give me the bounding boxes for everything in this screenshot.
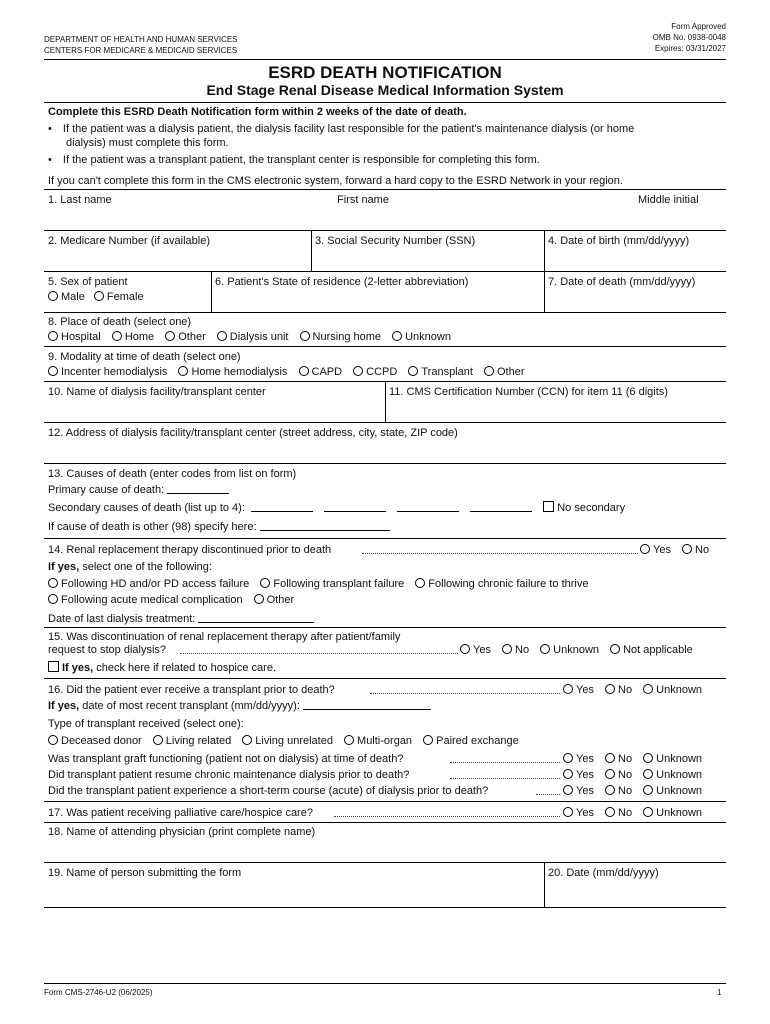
instructions-lead: Complete this ESRD Death Notification form within 2 weeks of the date of death. [48,106,467,118]
divider-v [544,862,545,907]
field-last-name: 1. Last name [48,194,112,206]
radio-yes[interactable]: Yes [640,544,671,556]
sex-options [48,290,144,304]
radio-access-failure[interactable]: Following HD and/or PD access failure [48,578,249,590]
q14-options [640,543,709,557]
radio-male[interactable]: Male [48,291,85,303]
field-dod: 7. Date of death (mm/dd/yyyy) [548,276,696,288]
leader-dots [450,778,560,779]
radio-ccpd[interactable]: CCPD [353,366,397,378]
q15-options [460,643,693,657]
bullet-1-cont: dialysis) must complete this form. [66,137,229,149]
q14-reasons-row1 [48,577,588,591]
radio-capd[interactable]: CAPD [299,366,343,378]
radio-living-unrelated[interactable]: Living unrelated [242,735,333,747]
expires: Expires: 03/31/2027 [654,44,726,53]
q15-label-b: request to stop dialysis? [48,644,167,656]
page-number: 1 [717,988,722,997]
no-secondary-checkbox[interactable]: No secondary [543,502,625,514]
q16-resume-options [563,768,702,782]
q16-label: 16. Did the patient ever receive a transplant prior to death? [48,684,335,696]
field-middle-initial: Middle initial [638,194,699,206]
radio-yes[interactable]: Yes [460,644,491,656]
radio-unknown[interactable]: Unknown [643,753,702,765]
q13-label: 13. Causes of death (enter codes from list on form) [48,468,297,480]
radio-no[interactable]: No [605,807,632,819]
field-ssn: 3. Social Security Number (SSN) [315,235,476,247]
divider [44,189,726,190]
q17-label: 17. Was patient receiving palliative care/hospice care? [48,807,313,819]
q12-label: 12. Address of dialysis facility/transplant center (street address, city, state, ZIP code) [48,427,458,439]
q17-options [563,806,702,820]
divider [44,801,726,802]
radio-not-applicable[interactable]: Not applicable [610,644,693,656]
divider-v [311,230,312,271]
leader-dots [180,653,458,654]
secondary-cause-1-input[interactable] [251,501,313,512]
divider [44,907,726,908]
radio-unknown[interactable]: Unknown [540,644,599,656]
q19-label: 19. Name of person submitting the form [48,867,242,879]
radio-failure-to-thrive[interactable]: Following chronic failure to thrive [415,578,588,590]
transplant-date-input[interactable] [303,699,431,710]
divider-v [211,271,212,312]
q16-types [48,734,519,748]
q16-graft-options [563,752,702,766]
radio-no[interactable]: No [605,785,632,797]
radio-multi-organ[interactable]: Multi-organ [344,735,412,747]
bullet-2: • If the patient was a transplant patient, the transplant center is responsible for completing this form. [48,154,540,166]
radio-yes[interactable]: Yes [563,785,594,797]
divider [44,538,726,539]
leader-dots [536,794,560,795]
radio-unknown[interactable]: Unknown [643,769,702,781]
radio-unknown[interactable]: Unknown [643,785,702,797]
radio-living-related[interactable]: Living related [153,735,231,747]
q16-resume: Did transplant patient resume chronic maintenance dialysis prior to death? [48,769,410,781]
radio-no[interactable]: No [682,544,709,556]
q18-label: 18. Name of attending physician (print complete name) [48,826,316,838]
page-title: ESRD DEATH NOTIFICATION [268,63,502,82]
divider-v [385,381,386,422]
q13-primary: Primary cause of death: [48,483,229,497]
q14-if-yes: If yes, select one of the following: [48,561,212,573]
divider [44,463,726,464]
radio-other[interactable]: Other [165,331,206,343]
q8-options [48,330,459,344]
divider [44,312,726,313]
radio-yes[interactable]: Yes [563,769,594,781]
q15-label-a: 15. Was discontinuation of renal replacement therapy after patient/family [48,631,401,643]
radio-female[interactable]: Female [94,291,144,303]
secondary-cause-3-input[interactable] [397,501,459,512]
radio-no[interactable]: No [605,684,632,696]
q13-secondary: Secondary causes of death (list up to 4): No secondary [48,502,626,514]
q16-short: Did the transplant patient experience a short-term course (acute) of dialysis prior to death? [48,785,489,797]
divider [44,627,726,628]
divider [44,678,726,679]
q14-reasons-row2 [48,593,294,607]
centers-name: CENTERS FOR MEDICARE & MEDICAID SERVICES [44,46,238,55]
radio-yes[interactable]: Yes [563,807,594,819]
leader-dots [370,693,560,694]
q11-label: 11. CMS Certification Number (CCN) for item 11 (6 digits) [389,386,668,398]
q20-label: 20. Date (mm/dd/yyyy) [548,867,659,879]
radio-transplant-failure[interactable]: Following transplant failure [260,578,404,590]
instructions-note: If you can't complete this form in the CMS electronic system, forward a hard copy to the ESRD Network in your region. [48,175,623,187]
field-state: 6. Patient's State of residence (2-letter abbreviation) [215,276,469,288]
radio-transplant[interactable]: Transplant [408,366,473,378]
q9-options [48,365,533,379]
divider [44,102,726,103]
radio-no[interactable]: No [605,769,632,781]
radio-hospital[interactable]: Hospital [48,331,101,343]
radio-incenter-hd[interactable]: Incenter hemodialysis [48,366,167,378]
leader-dots [450,762,560,763]
radio-unknown[interactable]: Unknown [643,807,702,819]
primary-cause-input[interactable] [167,483,229,494]
divider [44,862,726,863]
omb-block [653,21,726,54]
field-dob: 4. Date of birth (mm/dd/yyyy) [548,235,690,247]
agency-header [44,34,238,56]
radio-home-hd[interactable]: Home hemodialysis [178,366,287,378]
q14-last-tx: Date of last dialysis treatment: [48,612,314,626]
divider [44,230,726,231]
radio-nursing-home[interactable]: Nursing home [300,331,381,343]
q16-date: If yes, date of most recent transplant (mm/dd/yyyy): [48,699,431,713]
leader-dots [362,553,638,554]
radio-yes[interactable]: Yes [563,753,594,765]
radio-paired-exchange[interactable]: Paired exchange [423,735,519,747]
footer-divider [44,983,726,984]
q16-options [563,683,702,697]
field-medicare-number: 2. Medicare Number (if available) [48,235,211,247]
other-cause-input[interactable] [260,520,390,531]
q8-label: 8. Place of death (select one) [48,316,192,328]
bullet-1: • If the patient was a dialysis patient, the dialysis facility last responsible for the patient's maintenance dialysis (or home [48,123,635,135]
field-sex: 5. Sex of patient [48,276,128,288]
radio-unknown[interactable]: Unknown [392,331,451,343]
field-first-name: First name [337,194,389,206]
secondary-cause-2-input[interactable] [324,501,386,512]
radio-home[interactable]: Home [112,331,154,343]
radio-dialysis-unit[interactable]: Dialysis unit [217,331,289,343]
divider [44,271,726,272]
q13-other: If cause of death is other (98) specify here: [48,520,390,534]
hospice-checkbox[interactable] [48,662,62,674]
radio-other-reason[interactable]: Other [254,594,295,606]
radio-unknown[interactable]: Unknown [643,684,702,696]
q16-type-label: Type of transplant received (select one): [48,718,244,730]
divider [44,422,726,423]
form-approved: Form Approved [671,22,726,31]
leader-dots [334,816,560,817]
dept-name: DEPARTMENT OF HEALTH AND HUMAN SERVICES [44,35,238,44]
radio-deceased-donor[interactable]: Deceased donor [48,735,142,747]
radio-no[interactable]: No [502,644,529,656]
radio-other-modality[interactable]: Other [484,366,525,378]
q10-label: 10. Name of dialysis facility/transplant center [48,386,266,398]
q16-graft: Was transplant graft functioning (patient not on dialysis) at time of death? [48,753,404,765]
q16-short-options [563,784,702,798]
secondary-cause-4-input[interactable] [470,501,532,512]
divider [44,822,726,823]
radio-acute-complication[interactable]: Following acute medical complication [48,594,243,606]
radio-no[interactable]: No [605,753,632,765]
last-dialysis-date-input[interactable] [198,612,314,623]
radio-yes[interactable]: Yes [563,684,594,696]
q9-label: 9. Modality at time of death (select one) [48,351,241,363]
q14-label: 14. Renal replacement therapy discontinued prior to death [48,544,332,556]
page-subtitle: End Stage Renal Disease Medical Information System [206,82,564,98]
form-number: Form CMS-2746-U2 (06/2025) [44,988,153,997]
omb-number: OMB No. 0938-0048 [652,33,726,42]
q15-hospice: If yes, check here if related to hospice care. [48,661,276,675]
divider [44,346,726,347]
divider [44,59,726,60]
